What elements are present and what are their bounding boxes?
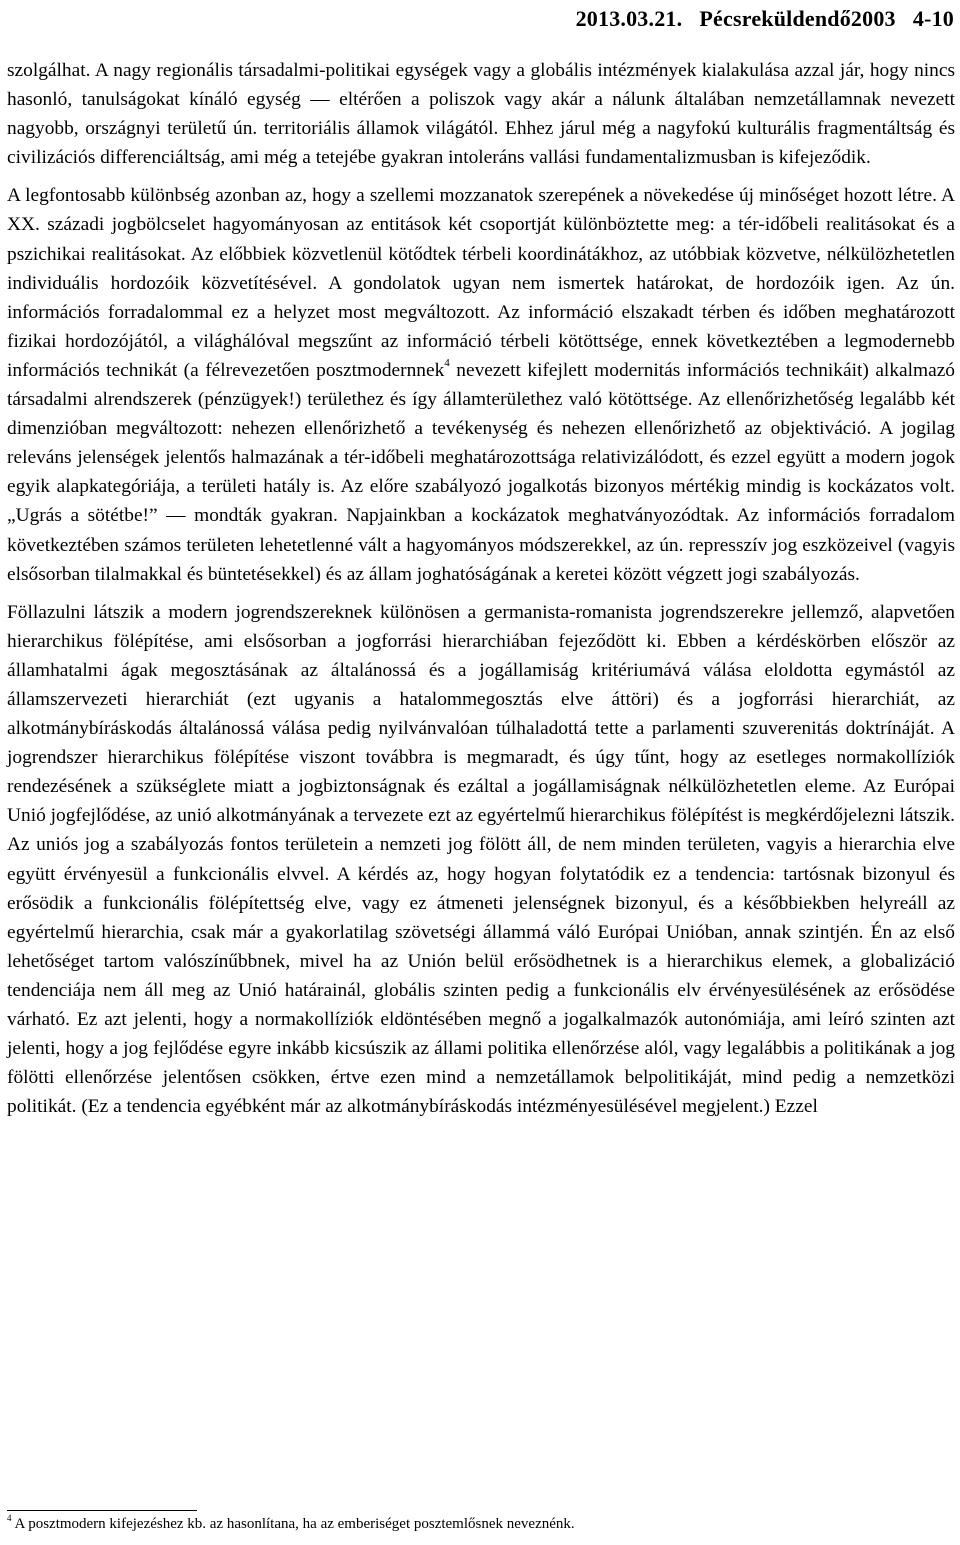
paragraph-1: szolgálhat. A nagy regionális társadalmi-politikai egységek vagy a globális intézmények kialakulása azzal jár, hogy nincs hasonló, tanulságokat kínáló egység ― eltérően a poliszok vagy akár a nálunk általában nemzetállamnak nevezett nagyobb, országnyi területű ún. territoriális államok világától. Ehhez járul még a nagyfokú kulturális fragmentáltság és civilizációs differenciáltság, ami még a tetejébe gyakran intoleráns vallási fundamentalizmusban is kifejeződik. <box>7 60 955 169</box>
header-title: Pécsreküldendő2003 <box>699 6 896 31</box>
footnote-divider <box>7 1510 197 1511</box>
footnote-reference: 4 <box>444 357 450 370</box>
footnote <box>7 1514 955 1534</box>
body-text <box>7 56 955 1121</box>
header-pages: 4-10 <box>912 6 954 31</box>
paragraph-2-part-2: nevezett kifejlett modernitás információs technikáit) alkalmazó társadalmi alrendszerek (pénzügyek!) területhez és így államterülethez való kötöttsége. Az ellenőrizhetőség legalább két dimenzióban megváltozott: nehezen ellenőrizhető a tevékenység és nehezen ellenőrizhető az objektiváció. A jogilag releváns jelenségek jelentős halmazának a tér-időbeli meghatározottsága relativizálódott, és ezzel együtt a modern jogok egyik alapkategóriája, a területi hatály is. Az előre szabályozó jogalkotás bizonyos mértékig mindig is kockázatos volt. „Ugrás a sötétbe!” ― mondták gyakran. Napjainkban a kockázatok meghatványozódtak. Az információs forradalom következtében számos területen lehetetlenné vált a hagyományos módszerekkel, az ún. represszív jog eszközeivel (vagyis elsősorban tilalmakkal és büntetésekkel) és az állam joghatóságának a keretei között végzett jogi szabályozás. <box>7 359 956 585</box>
header-date: 2013.03.21. <box>575 6 683 31</box>
paragraph-3: Föllazulni látszik a modern jogrendszereknek különösen a germanista-romanista jogrendszerekre jellemző, alapvetően hierarchikus fölépítése, ami elsősorban a jogforrási hierarchiában fejeződött ki. Ebben a kérdéskörben először az államhatalmi ágak megosztásának az általánossá és a jogállamiság kritériumává válása eloldotta egymástól az államszervezeti hierarchiát (ezt ugyanis a hatalommegosztás elve áttöri) és a jogforrási hierarchiát, az alkotmánybíráskodás általánossá válása pedig nyilvánvalóan túlhaladottá tette a parlamenti szuverenitás doktrínáját. A jogrendszer hierarchikus fölépítése viszont továbbra is megmaradt, és úgy tűnt, hogy az esetleges normakollíziók rendezésének a szükséglete miatt a jogbiztonságnak és ezáltal a jogállamiságnak nélkülözhetetlen eleme. Az Európai Unió jogfejlődése, az unió alkotmányának a tervezete ezt az egyértelmű hierarchikus fölépítést is megkérdőjelezni látszik. Az uniós jog a szabályozás fontos területein a nemzeti jog fölött áll, de nem minden területen, vagyis a hierarchia elve együtt érvényesül a funkcionális elvvel. A kérdés az, hogy hogyan folytatódik ez a tendencia: tartósnak bizonyul és erősödik a funkcionális fölépítettség elve, vagy ez átmeneti jelenségnek bizonyul, és a későbbiekben helyreáll az egyértelmű hierarchia, csak már a gyakorlatilag szövetségi állammá váló Európai Unióban, annak szintjén. Én az első lehetőséget tartom valószínűbbnek, mivel ha az Unión belül erősödhetnek is a hierarchikus elemek, a globalizáció tendenciája nem áll meg az Unió határainál, globális szinten pedig a funkcionális elv érvényesülésének az erősödése várható. Ez azt jelenti, hogy a normakollíziók eldöntésében megnő a jogalkalmazók autonómiája, ami leíró szinten azt jelenti, hogy a jog fejlődése egyre inkább kicsúszik az állami politika ellenőrzése alól, vagy legalábbis a politikának a jog fölötti ellenőrzése jelentősen csökken, értve ezen mind a nemzetállamok belpolitikáját, mind pedig a nemzetközi politikát. (Ez a tendencia egyébként már az alkotmánybíráskodás intézményesülésével megjelent.) Ezzel <box>7 601 955 1118</box>
paragraph-2-part-1: A legfontosabb különbség azonban az, hogy a szellemi mozzanatok szerepének a növekedése új minőséget hozott létre. A XX. századi jogbölcselet hagyományosan az entitások két csoportját különböztette meg: a tér-időbeli realitásokat és a pszichikai realitásokat. Az előbbiek közvetlenül kötődtek térbeli koordinátákhoz, az utóbbiak közvetve, nélkülözhetetlen individuális hordozóik közvetítésével. A gondolatok ugyan nem ismertek határokat, de hordozóik igen. Az ún. információs forradalommal ez a helyzet most megváltozott. Az információ elszakadt térben és időben meghatározott fizikai hordozójától, a világhálóval megszűnt az információ térbeli kötöttsége, ennek következtében a legmodernebb információs technikát (a félrevezetően posztmodernnek <box>7 185 955 381</box>
footnote-number: 4 <box>7 1513 12 1523</box>
page-header <box>576 6 954 32</box>
footnote-text: A posztmodern kifejezéshez kb. az hasonlítana, ha az emberiséget posztemlősnek neveznénk. <box>14 1516 575 1532</box>
paragraph-2 <box>7 181 955 588</box>
